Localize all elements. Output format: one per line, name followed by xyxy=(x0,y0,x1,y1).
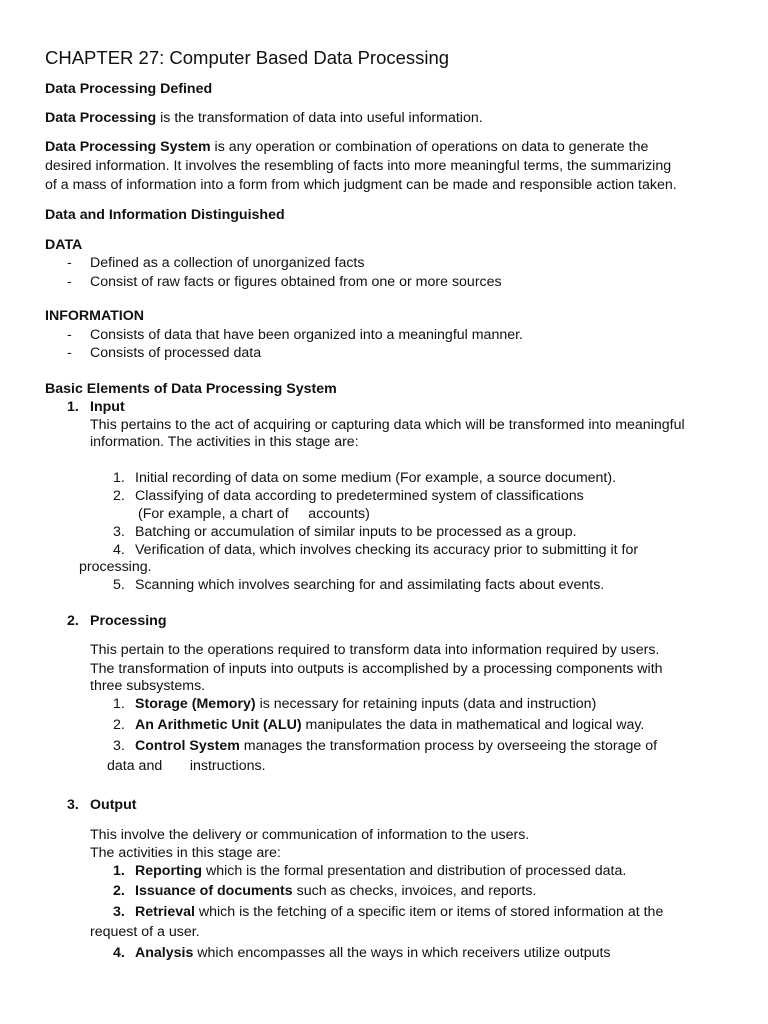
output-activity-issuance xyxy=(135,882,536,900)
element-number: 1. xyxy=(67,399,79,415)
section-heading-distinguished: Data and Information Distinguished xyxy=(45,207,285,223)
activity-number: 1. xyxy=(113,470,125,486)
subsystem-text-cont: data and instructions. xyxy=(107,758,266,774)
definition-dps-line2: desired information. It involves the resembling of facts into more meaningful terms, the summarizing xyxy=(45,158,672,174)
activity-text: Scanning which involves searching for and assimilating facts about events. xyxy=(135,577,605,593)
definition-data-processing xyxy=(45,109,483,127)
output-activity-number: 1. xyxy=(113,863,125,879)
term: Reporting xyxy=(135,863,202,879)
subsystem-text: manages the transformation process by overseeing the storage of xyxy=(239,738,658,754)
activity-text: Initial recording of data on some medium (For example, a source document). xyxy=(135,470,617,486)
subsystem-number: 2. xyxy=(113,717,125,733)
element-title-output: Output xyxy=(90,797,137,813)
output-activity-analysis xyxy=(135,944,611,962)
section-heading-elements: Basic Elements of Data Processing System xyxy=(45,381,337,397)
input-desc-line1: This pertains to the act of acquiring or capturing data which will be transformed into meaningful xyxy=(90,417,685,433)
activity-number: 3. xyxy=(113,524,125,540)
output-activity-number: 3. xyxy=(113,904,125,920)
term: Analysis xyxy=(135,945,194,961)
element-number: 3. xyxy=(67,797,79,813)
subsystem-number: 1. xyxy=(113,696,125,712)
activity-text: which encompasses all the ways in which receivers utilize outputs xyxy=(193,945,611,961)
activity-text: which is the fetching of a specific item or items of stored information at the xyxy=(194,904,664,920)
activity-text: Classifying of data according to predetermined system of classifications xyxy=(135,488,584,504)
section-heading-defined: Data Processing Defined xyxy=(45,81,213,97)
activity-text-cont: (For example, a chart of accounts) xyxy=(138,506,370,522)
list-item-text: Consists of processed data xyxy=(90,345,262,361)
output-activity-number: 4. xyxy=(113,945,125,961)
processing-desc-line3: three subsystems. xyxy=(90,678,206,694)
list-item: - xyxy=(67,345,72,361)
term: Storage (Memory) xyxy=(135,696,256,712)
processing-desc-line2: The transformation of inputs into outputs is accomplished by a processing components with xyxy=(90,661,663,677)
element-number: 2. xyxy=(67,613,79,629)
list-item-text: Consists of data that have been organized into a meaningful manner. xyxy=(90,327,524,343)
term: Data Processing System xyxy=(45,139,211,155)
activity-text: Verification of data, which involves checking its accuracy prior to submitting it for xyxy=(135,542,639,558)
info-heading: INFORMATION xyxy=(45,308,145,324)
element-title-input: Input xyxy=(90,399,125,415)
subsystem-alu xyxy=(135,716,644,734)
output-desc-line1: This involve the delivery or communication of information to the users. xyxy=(90,827,530,843)
term: Control System xyxy=(135,738,240,754)
activity-text: Batching or accumulation of similar inputs to be processed as a group. xyxy=(135,524,577,540)
term: Data Processing xyxy=(45,110,157,126)
output-activity-number: 2. xyxy=(113,883,125,899)
output-activity-reporting xyxy=(135,862,626,880)
activity-number: 2. xyxy=(113,488,125,504)
subsystem-text: manipulates the data in mathematical and logical way. xyxy=(301,717,645,733)
element-title-processing: Processing xyxy=(90,613,167,629)
activity-text: such as checks, invoices, and reports. xyxy=(292,883,537,899)
term: An Arithmetic Unit (ALU) xyxy=(135,717,302,733)
activity-number: 5. xyxy=(113,577,125,593)
list-item: - xyxy=(67,327,72,343)
term: Issuance of documents xyxy=(135,883,293,899)
input-desc-line2: information. The activities in this stage are: xyxy=(90,434,359,450)
subsystem-storage xyxy=(135,695,596,713)
output-desc-line2: The activities in this stage are: xyxy=(90,845,281,861)
list-item: - xyxy=(67,274,72,290)
activity-text-cont: request of a user. xyxy=(90,924,200,940)
output-activity-retrieval xyxy=(135,903,663,921)
list-item-text: Consist of raw facts or figures obtained from one or more sources xyxy=(90,274,502,290)
definition-dps-line3: of a mass of information into a form from which judgment can be made and responsible action taken. xyxy=(45,177,677,193)
activity-text: which is the formal presentation and distribution of processed data. xyxy=(202,863,627,879)
activity-text-cont: processing. xyxy=(79,559,152,575)
list-item-text: Defined as a collection of unorganized facts xyxy=(90,255,365,271)
subsystem-number: 3. xyxy=(113,738,125,754)
definition-text: is the transformation of data into useful information. xyxy=(156,110,483,126)
term: Retrieval xyxy=(135,904,195,920)
chapter-title: CHAPTER 27: Computer Based Data Processing xyxy=(45,47,450,68)
data-heading: DATA xyxy=(45,237,83,253)
list-item: - xyxy=(67,255,72,271)
definition-text: is any operation or combination of operations on data to generate the xyxy=(210,139,649,155)
subsystem-control xyxy=(135,737,657,755)
processing-desc-line1: This pertain to the operations required to transform data into information required by users. xyxy=(90,642,660,658)
definition-dps-line1 xyxy=(45,138,648,156)
activity-number: 4. xyxy=(113,542,125,558)
subsystem-text: is necessary for retaining inputs (data and instruction) xyxy=(255,696,597,712)
